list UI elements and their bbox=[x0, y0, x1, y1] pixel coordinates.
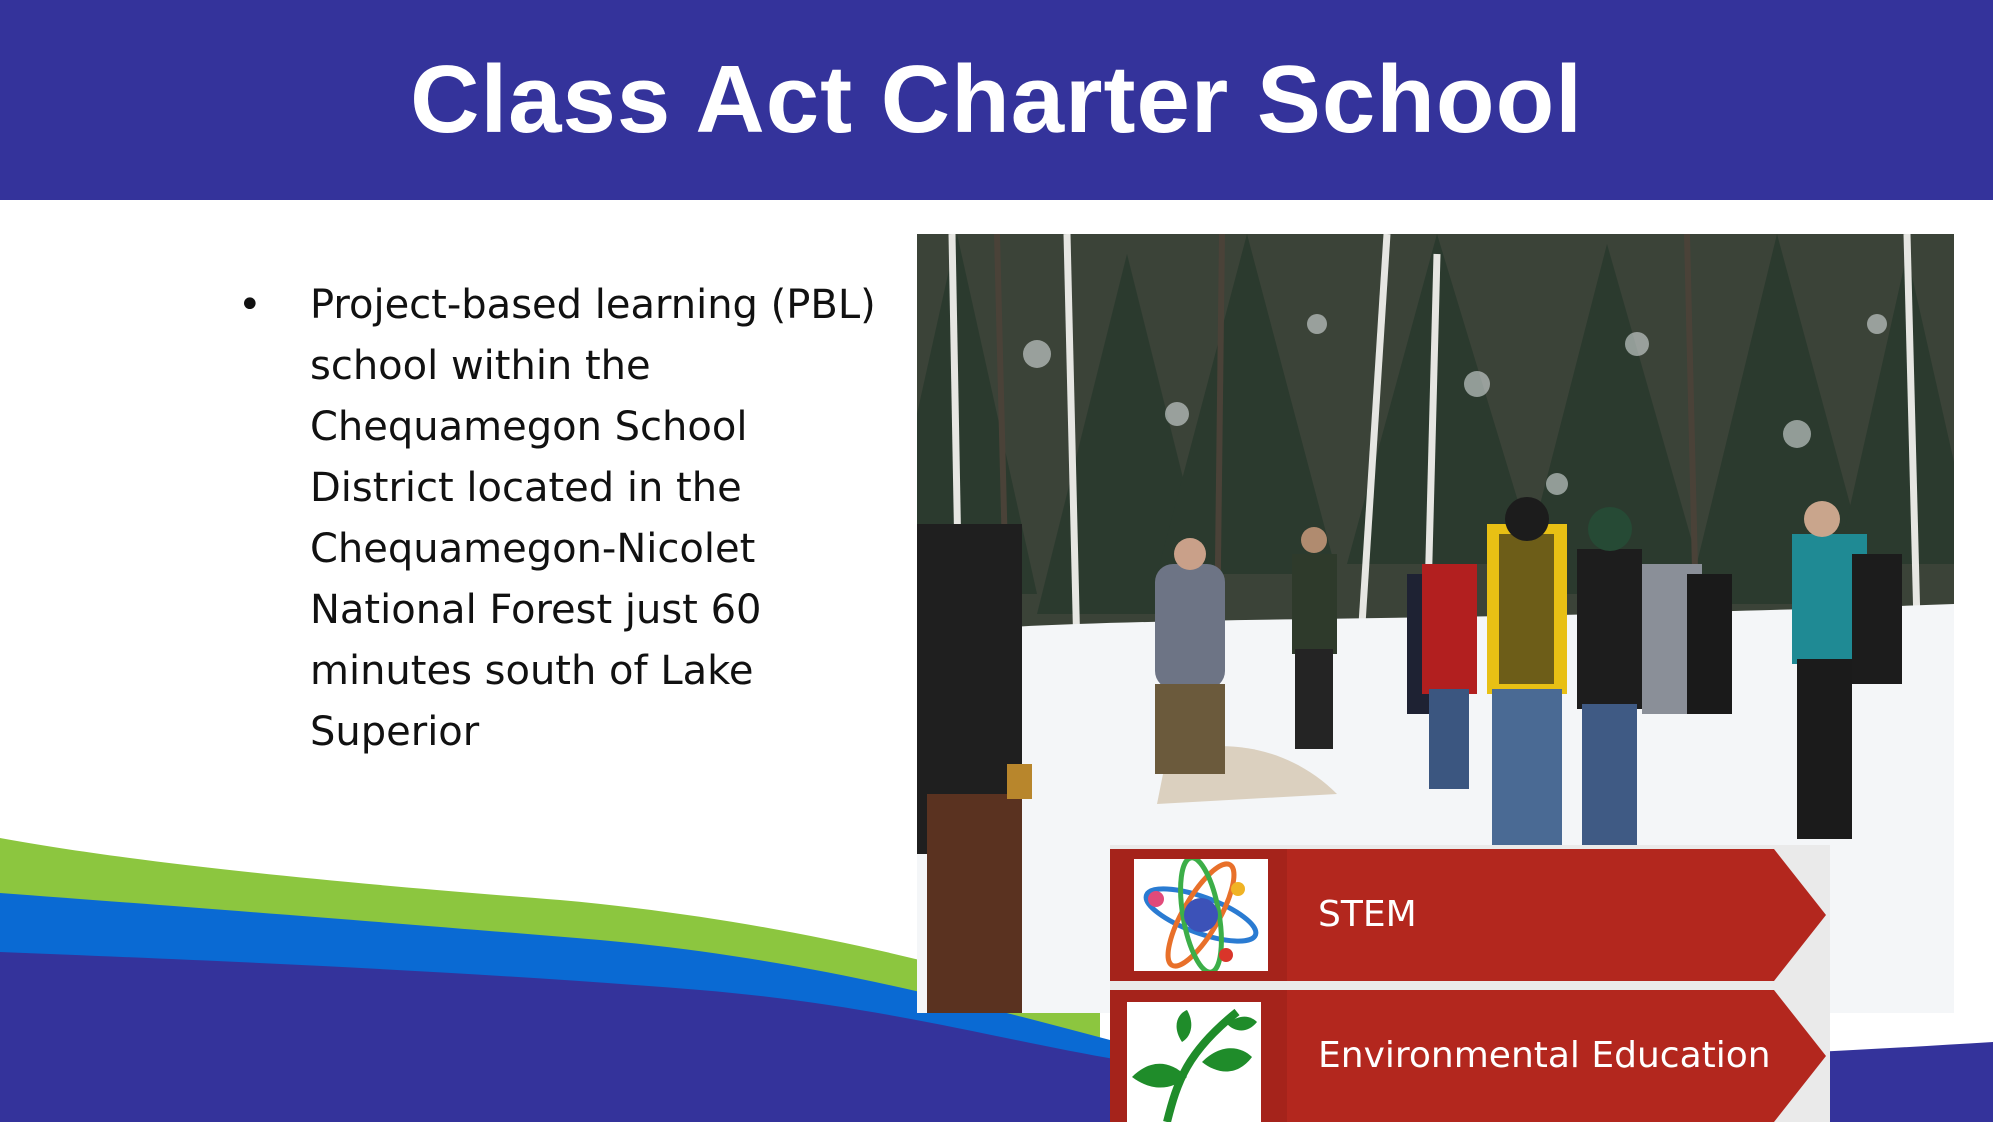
environmental-badge bbox=[1110, 990, 1826, 1122]
stem-badge bbox=[1110, 849, 1826, 981]
environmental-label: Environmental Education bbox=[1318, 1035, 1771, 1076]
stem-label: STEM bbox=[1318, 894, 1417, 935]
plant-sprout-icon bbox=[1127, 1002, 1261, 1122]
bullet-list bbox=[230, 275, 880, 763]
bullet-dot: • bbox=[238, 282, 262, 328]
atom-icon bbox=[1134, 859, 1268, 971]
bullet-text: Project-based learning (PBL) school within the Chequamegon School District located in the Chequamegon-Nicolet National Forest just 60 minutes south of Lake Superior bbox=[310, 282, 876, 755]
program-badges bbox=[1110, 845, 1830, 1122]
slide-title: Class Act Charter School bbox=[410, 46, 1583, 153]
bullet-item bbox=[230, 275, 880, 763]
